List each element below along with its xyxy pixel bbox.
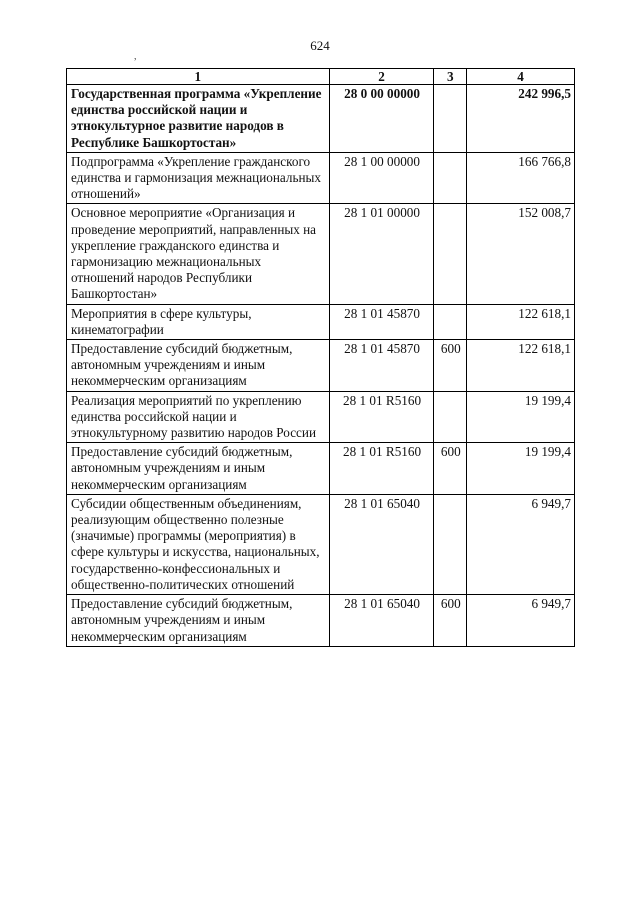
row-name: Мероприятия в сфере культуры, кинематографии [67,304,330,339]
row-code: 28 1 01 45870 [329,304,434,339]
row-amount: 19 199,4 [467,443,575,495]
row-code: 28 1 00 00000 [329,152,434,204]
row-name: Предоставление субсидий бюджетным, автономным учреждениям и иным некоммерческим организациям [67,443,330,495]
row-amount: 166 766,8 [467,152,575,204]
row-amount: 6 949,7 [467,494,575,594]
row-expense-type [434,304,467,339]
row-code: 28 1 01 00000 [329,204,434,304]
row-name: Реализация мероприятий по укреплению единства российской нации и этнокультурному развитию народов России [67,391,330,443]
row-amount: 122 618,1 [467,340,575,392]
header-col-1: 1 [67,69,330,85]
table-row [67,494,575,594]
row-name: Предоставление субсидий бюджетным, автономным учреждениям и иным некоммерческим организациям [67,340,330,392]
header-row [67,69,575,85]
row-code: 28 1 01 R5160 [329,443,434,495]
row-expense-type [434,204,467,304]
table-row [67,391,575,443]
row-amount: 122 618,1 [467,304,575,339]
row-expense-type: 600 [434,595,467,647]
table-row [67,443,575,495]
row-code: 28 1 01 65040 [329,595,434,647]
row-code: 28 1 01 R5160 [329,391,434,443]
header-col-2: 2 [329,69,434,85]
row-name: Основное мероприятие «Организация и проведение мероприятий, направленных на укрепление гражданского единства и гармонизацию межнациональных отношений народов Республики Башкортостан» [67,204,330,304]
row-expense-type [434,391,467,443]
header-col-3: 3 [434,69,467,85]
scan-speck: , [134,51,137,62]
table-row [67,304,575,339]
row-amount: 6 949,7 [467,595,575,647]
row-name: Государственная программа «Укрепление единства российской нации и этнокультурное развитие народов в Республике Башкортостан» [67,85,330,153]
budget-table [66,68,575,647]
table-row [67,85,575,153]
row-name: Подпрограмма «Укрепление гражданского единства и гармонизация межнациональных отношений» [67,152,330,204]
row-expense-type [434,494,467,594]
row-amount: 19 199,4 [467,391,575,443]
row-code: 28 1 01 45870 [329,340,434,392]
row-amount: 152 008,7 [467,204,575,304]
header-col-4: 4 [467,69,575,85]
row-code: 28 1 01 65040 [329,494,434,594]
row-expense-type: 600 [434,443,467,495]
row-name: Субсидии общественным объединениям, реализующим общественно полезные (значимые) программы (мероприятия) в сфере культуры и искусства, национальных, государственно-конфессиональных и общественно-политических отношений [67,494,330,594]
page-number: 624 [310,38,330,53]
row-expense-type [434,152,467,204]
row-name: Предоставление субсидий бюджетным, автономным учреждениям и иным некоммерческим организациям [67,595,330,647]
table-row [67,340,575,392]
row-expense-type: 600 [434,340,467,392]
table-row [67,595,575,647]
table-row [67,152,575,204]
row-code: 28 0 00 00000 [329,85,434,153]
row-amount: 242 996,5 [467,85,575,153]
row-expense-type [434,85,467,153]
table-row [67,204,575,304]
